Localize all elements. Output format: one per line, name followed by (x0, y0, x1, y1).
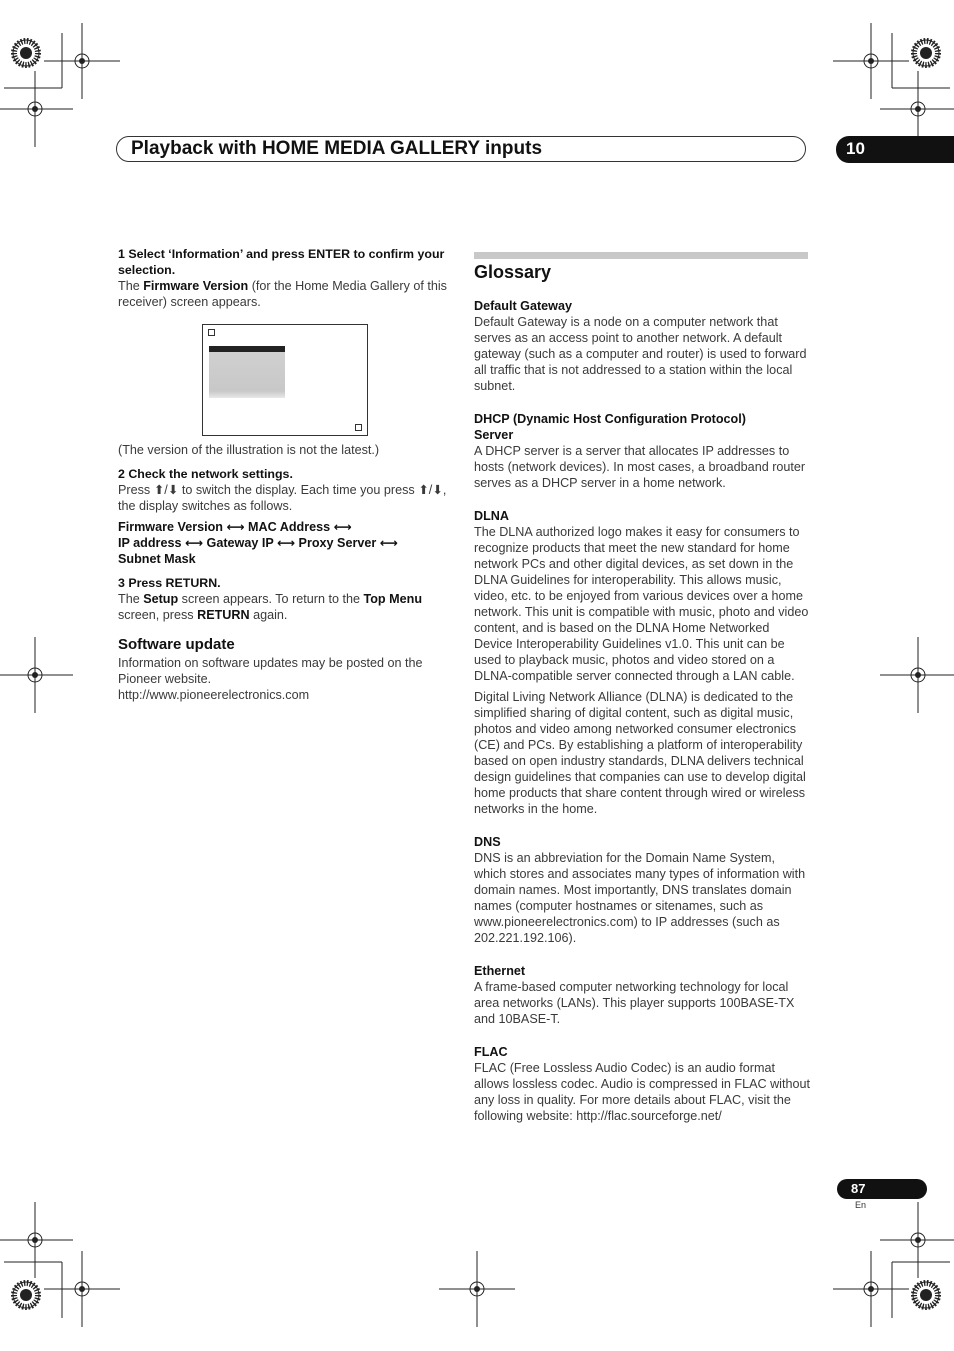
screen-corner-icon (208, 329, 215, 336)
glossary-definition: The DLNA authorized logo makes it easy for consumers to recognize products that meet the new standard for home network PCs and other digital devices, as set down in the DLNA Guidelines for interoperability. This allows music, video, etc. to be enjoyed from various devices over a home network. This unit is compatible with music, photo and video content, and is based on the DLNA Home Networked Device Interoperability Guidelines v1.0. This unit can be used to playback music, photos and video stored on a DLNA-compatible server connected through a LAN cable. (474, 525, 809, 683)
settings-sequence-line-3: Subnet Mask (118, 552, 196, 566)
down-arrow-icon: ⬇ (432, 483, 443, 497)
glossary-definition: FLAC (Free Lossless Audio Codec) is an audio format allows lossless codec. Audio is compressed in FLAC without any loss in quality. For more details about FLAC, visit the following website: http://flac.sourceforge.net/ (474, 1061, 810, 1123)
left-column (118, 246, 448, 703)
glossary-definition: DNS is an abbreviation for the Domain Name System, which stores and associates many types of information with domain names. Most importantly, DNS translates domain names (computer hostnames or sitenames, such as www.pioneerelectronics.com) to IP addresses (such as 202.221.192.106). (474, 851, 806, 945)
glossary-definition: A frame-based computer networking technology for local area networks (LANs). This player supports 100BASE-TX and 10BASE-T. (474, 980, 795, 1026)
glossary-term-dlna: DLNA (474, 509, 509, 523)
language-label: En (855, 1200, 867, 1210)
page-title: Playback with HOME MEDIA GALLERY inputs (131, 138, 543, 159)
screen-corner-icon (355, 424, 362, 431)
settings-sequence-line-2: IP address ⟷ Gateway IP ⟷ Proxy Server ⟷ (118, 536, 398, 550)
glossary-term-ethernet: Ethernet (474, 964, 526, 978)
chapter-number: 10 (836, 136, 954, 163)
step-3-body: The Setup screen appears. To return to the Top Menu screen, press RETURN again. (118, 592, 423, 622)
step-1-body: The Firmware Version (for the Home Media Gallery of this receiver) screen appears. (118, 279, 447, 309)
firmware-screen-illustration (202, 324, 368, 436)
settings-sequence-line-1: Firmware Version ⟷ MAC Address ⟷ (118, 520, 352, 534)
software-update-body: Information on software updates may be posted on the Pioneer website. (118, 656, 423, 686)
glossary-term-dns: DNS (474, 835, 501, 849)
down-arrow-icon: ⬇ (167, 483, 179, 497)
glossary-term-dhcp: DHCP (Dynamic Host Configuration Protocol) Server (474, 412, 746, 442)
glossary-rule (474, 252, 808, 259)
step-2-body: Press ⬆/⬇ to switch the display. Each time you press ⬆/⬇, the display switches as follows. (118, 483, 447, 513)
illustration-note: (The version of the illustration is not the latest.) (118, 443, 380, 457)
glossary-definition: A DHCP server is a server that allocates IP addresses to hosts (network devices). In most cases, a broadband router serves as a DHCP server in a home network. (474, 444, 806, 490)
firmware-version-keyword: Firmware Version (143, 279, 249, 293)
screen-grey-panel (209, 352, 285, 398)
glossary-definition: Default Gateway is a node on a computer network that serves as an access point to another network. A default gateway (such as a computer and router) is used to forward all traffic that is not addressed to a station within the local subnet. (474, 315, 807, 393)
glossary-term-flac: FLAC (474, 1045, 508, 1059)
glossary-column (474, 264, 810, 1124)
chapter-title-bar (116, 136, 806, 162)
up-arrow-icon: ⬆ (153, 483, 165, 497)
up-arrow-icon: ⬆ (418, 483, 429, 497)
pioneer-website-link[interactable]: http://www.pioneerelectronics.com (118, 688, 310, 702)
glossary-definition-continued: Digital Living Network Alliance (DLNA) is dedicated to the simplified sharing of digital content, such as digital music, photos and video among networked consumer electronics (CE) and PCs. By establishing a platform of interoperability based on open industry standards, DLNA delivers technical design guidelines that companies can use to develop digital home products that share content through wired or wireless networks in the home. (474, 690, 806, 816)
step-2-heading: 2 Check the network settings. (118, 467, 293, 481)
step-1-heading: 1 Select ‘Information’ and press ENTER to confirm your selection. (118, 247, 445, 277)
step-3-heading: 3 Press RETURN. (118, 576, 221, 590)
software-update-heading: Software update (118, 636, 235, 653)
glossary-term-default-gateway: Default Gateway (474, 299, 572, 313)
page-number: 87 (837, 1179, 927, 1199)
glossary-heading: Glossary (474, 262, 552, 282)
